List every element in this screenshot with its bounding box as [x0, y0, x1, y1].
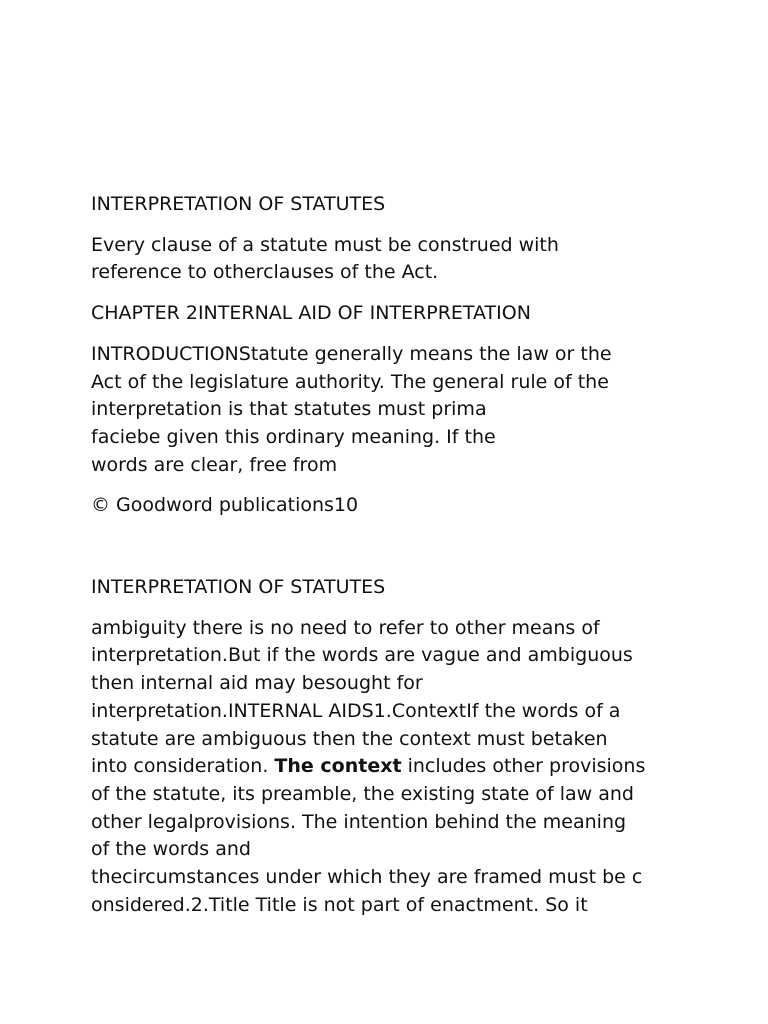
text-line: interpretation.INTERNAL AIDS1.ContextIf the words of a	[91, 699, 621, 722]
text-line: thecircumstances under which they are framed must be c	[91, 866, 643, 889]
text-line: other legalprovisions. The intention behind the meaning	[91, 810, 627, 833]
text-fragment: into consideration.	[91, 755, 275, 778]
chapter-heading: CHAPTER 2INTERNAL AID OF INTERPRETATION	[91, 302, 531, 325]
page-footer: © Goodword publications10	[91, 494, 359, 517]
text-line: INTRODUCTIONStatute generally means the law or the	[91, 342, 612, 365]
text-line-with-bold	[91, 753, 691, 781]
text-line: words are clear, free from	[91, 453, 338, 476]
text-line: of the words and	[91, 838, 251, 861]
text-line: Act of the legislature authority. The general rule of the	[91, 370, 609, 393]
text-line: then internal aid may besought for	[91, 672, 423, 695]
text-line: of the statute, its preamble, the existing state of law and	[91, 782, 634, 805]
text-fragment: includes other provisions	[401, 755, 646, 778]
document-page	[91, 191, 691, 932]
text-line: onsidered.2.Title Title is not part of enactment. So it	[91, 893, 588, 916]
section-heading: INTERPRETATION OF STATUTES	[91, 576, 386, 599]
text-line: faciebe given this ordinary meaning. If the	[91, 425, 496, 448]
text-line: statute are ambiguous then the context must betaken	[91, 727, 608, 750]
bold-term-context: The context	[274, 755, 402, 778]
text-line: Every clause of a statute must be construed with	[91, 233, 559, 256]
text-line: reference to otherclauses of the Act.	[91, 261, 439, 284]
text-line: ambiguity there is no need to refer to other means of	[91, 616, 600, 639]
text-line: interpretation is that statutes must prima	[91, 398, 487, 421]
section-heading: INTERPRETATION OF STATUTES	[91, 193, 386, 215]
paragraph-internal-aids	[91, 615, 691, 920]
text-line: interpretation.But if the words are vague and ambiguous	[91, 644, 633, 667]
paragraph-introduction	[91, 341, 691, 480]
paragraph-clause-construction	[91, 232, 691, 287]
